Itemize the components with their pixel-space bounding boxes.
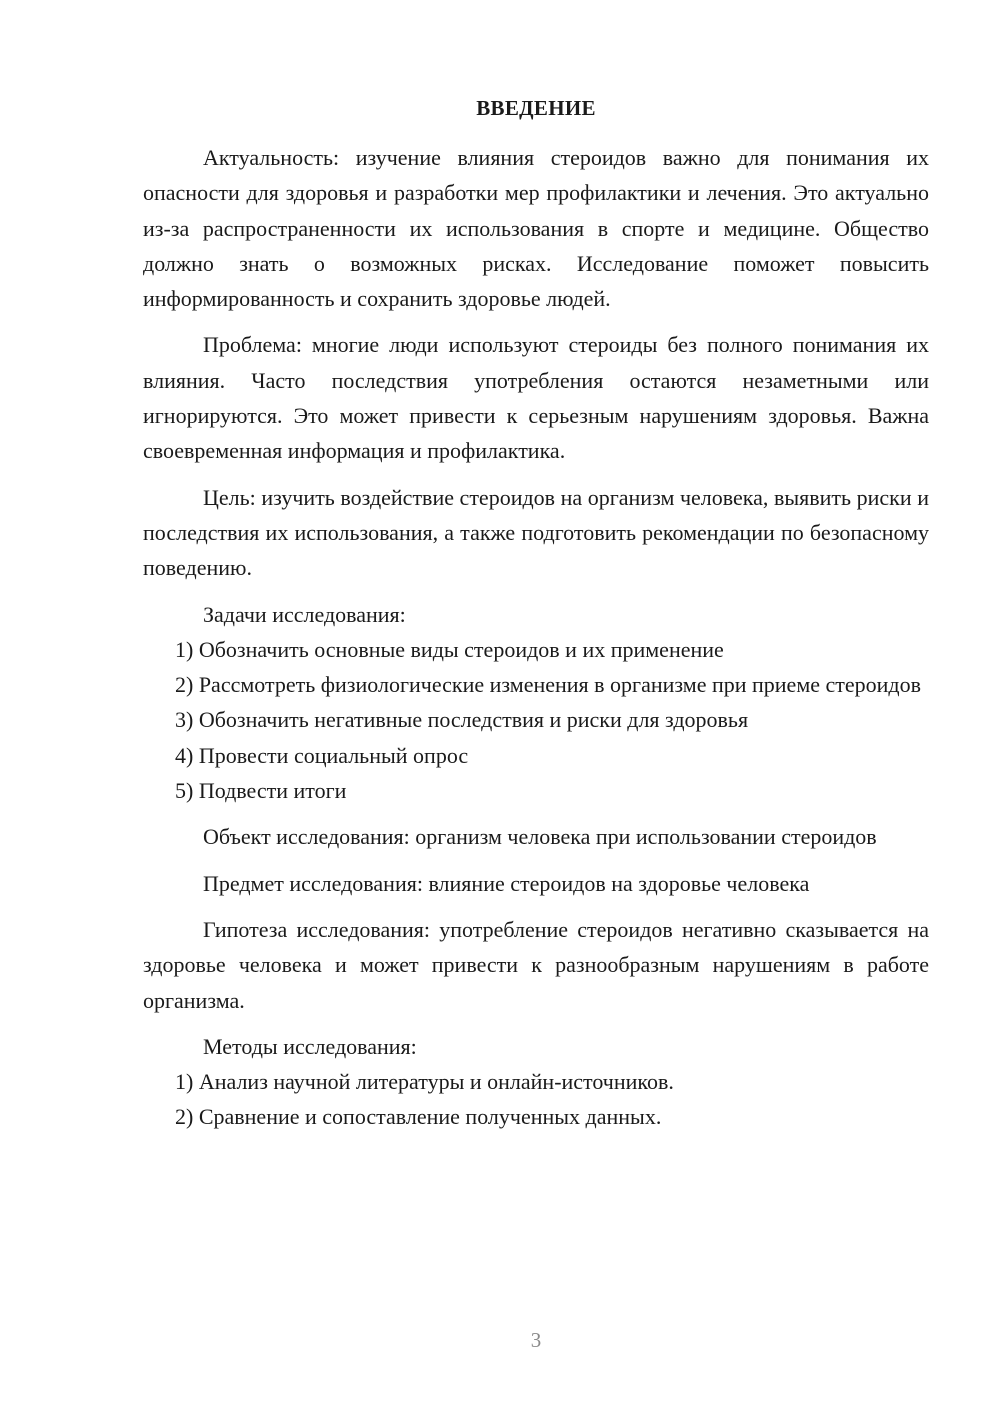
method-item-1: 1) Анализ научной литературы и онлайн-источников. — [175, 1069, 674, 1095]
page-number: 3 — [530, 1328, 542, 1352]
hypothesis-paragraph: Гипотеза исследования: употребление стероидов негативно сказывается на здоровье человека и может привести к разнообразным нарушениям в работе организма. — [143, 916, 929, 1013]
task-item-5: 5) Подвести итоги — [175, 778, 347, 804]
task-item-2: 2) Рассмотреть физиологические изменения в организме при приеме стероидов — [175, 672, 922, 698]
page-heading: ВВЕДЕНИЕ — [476, 96, 596, 120]
problem-paragraph: Проблема: многие люди используют стероиды без полного понимания их влияния. Часто последствия употребления остаются незаметными или игнорируются. Это может привести к серьезным нарушениям здоровья. Важна своевременная информация и профилактика. — [143, 332, 929, 464]
subject-paragraph: Предмет исследования: влияние стероидов на здоровье человека — [203, 870, 810, 896]
method-item-2: 2) Сравнение и сопоставление полученных данных. — [175, 1104, 662, 1130]
relevance-paragraph: Актуальность: изучение влияния стероидов важно для понимания их опасности для здоровья и разработки мер профилактики и лечения. Это актуально из-за распространенности их использования в спорте и медицине. Общество должно знать о возможных рисках. Исследование поможет повысить информированность и сохранить здоровье людей. — [143, 145, 929, 312]
task-item-4: 4) Провести социальный опрос — [175, 742, 469, 768]
tasks-title: Задачи исследования: — [203, 601, 406, 627]
task-item-1: 1) Обозначить основные виды стероидов и их применение — [175, 636, 724, 662]
methods-title: Методы исследования: — [203, 1033, 417, 1059]
goal-paragraph: Цель: изучить воздействие стероидов на организм человека, выявить риски и последствия их использования, а также подготовить рекомендации по безопасному поведению. — [143, 484, 929, 581]
object-paragraph: Объект исследования: организм человека при использовании стероидов — [203, 824, 877, 850]
task-item-3: 3) Обозначить негативные последствия и риски для здоровья — [175, 707, 749, 733]
document-body — [143, 140, 929, 1135]
